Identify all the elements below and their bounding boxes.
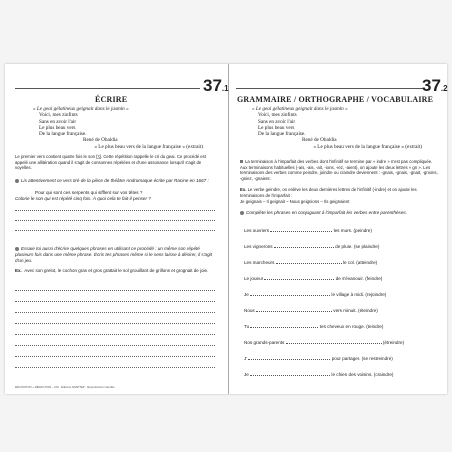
poem-source: « Le plus beau vers de la langue française » (extrait) — [313, 143, 422, 150]
exercise-row: J' pour partager. (se restreindre) — [244, 356, 393, 361]
poem-line: « Le geai gélatineux geignait dans le jasmin » — [252, 106, 348, 112]
lesson-number: 37.2 — [422, 76, 448, 95]
question-1: Lis attentivement ce vers tiré de la pièce de théâtre Andromaque écrite par Racine en 1667 : — [15, 178, 215, 184]
answer-blank[interactable] — [286, 339, 382, 344]
poem-line: Le plus beau vers — [39, 124, 76, 131]
answer-blank[interactable] — [250, 291, 330, 296]
exercise-row: Je le village à midi. (rejoindre) — [244, 292, 387, 297]
answer-line[interactable] — [15, 220, 215, 221]
answer-blank[interactable] — [270, 227, 332, 232]
lesson-number: 37.1 — [203, 76, 229, 95]
poem-line: « Le geai gélatineux geignait dans le jasmin » — [33, 106, 129, 112]
page-gutter — [228, 64, 229, 394]
answer-line[interactable] — [15, 312, 215, 313]
answer-blank[interactable] — [250, 371, 330, 376]
answer-line[interactable] — [15, 345, 215, 346]
answer-blank[interactable] — [250, 323, 318, 328]
bullet-icon — [15, 247, 19, 251]
left-page — [5, 64, 227, 394]
question-1-quote: Pour qui sont ces serpents qui sifflent sur vos têtes ? — [35, 190, 143, 195]
poem-author: René de Obaldia — [302, 137, 337, 144]
header-rule — [236, 88, 424, 89]
poem-line: Le plus beau vers — [258, 124, 295, 131]
right-page — [230, 64, 447, 394]
answer-line[interactable] — [15, 230, 215, 231]
intro-text: Le premier vers contient quatre fois le son [ʒ]. Cette répétition rappelle le cri du geai. Ce procédé est appelé une allitération quand il s'agit de consonnes répétées et d'une assonance lorsqu'il s'agit de voyelles. — [15, 154, 207, 171]
answer-blank[interactable] — [276, 259, 342, 264]
exercise-row: Le joueur de s'évanouir. (feindre) — [244, 276, 383, 281]
answer-line[interactable] — [15, 356, 215, 357]
exercise-row: Je le chien des voisins. (craindre) — [244, 372, 394, 377]
poem-line: Sans en avoir l'air — [258, 118, 296, 125]
answer-blank[interactable] — [248, 355, 330, 360]
poem-author: René de Obaldia — [83, 137, 118, 144]
exercise-row: Les vignerons de pluie. (se plaindre) — [244, 244, 380, 249]
answer-line[interactable] — [15, 210, 215, 211]
poem-line: De la langue française. — [39, 131, 87, 138]
bullet-icon — [15, 179, 19, 183]
example: Ex. Avec son grelot, le cochon gras et gros grattait le sol grouillant de grillons et grognait de joie. — [15, 268, 209, 273]
footer-credit: RÉCITATION + RÉDACTION – CM · Éditions ADAPTEP · Reproduction interdite — [15, 385, 115, 389]
poem-line: Voici, mes zinfints — [39, 112, 78, 119]
bullet-icon — [240, 211, 244, 215]
question-2: Essaie toi aussi d'écrire quelques phrases en utilisant ce procédé : un même son répété plusieurs fois dans une même phrase. Écris tes phrases même si le sens laisse à désirer, il s'agit d'un jeu. — [15, 246, 212, 263]
answer-line[interactable] — [15, 334, 215, 335]
example: Ex. Le verbe geindre, on enlève les deux dernières lettres de l'infinitif (-indre) et on ajoute les terminaisons de l'imparfait : — [240, 187, 417, 198]
exercise-row: Tu tes cheveux en rouge. (teindre) — [244, 324, 384, 329]
poem — [33, 106, 203, 150]
workbook-spread — [5, 64, 447, 394]
exercise-row: Nous vers minuit. (éteindre) — [244, 308, 378, 313]
answer-blank[interactable] — [274, 243, 334, 248]
poem-source: « Le plus beau vers de la langue française » (extrait) — [94, 143, 203, 150]
exercise-row: Les ouvriers les murs. (peindre) — [244, 228, 372, 233]
answer-line[interactable] — [15, 301, 215, 302]
answer-line[interactable] — [15, 367, 215, 368]
answer-blank[interactable] — [264, 275, 334, 280]
rule-text: La terminaison à l'imparfait des verbes dont l'infinitif se termine par « indre » n'est pas compliquée. Aux terminaisons habituelles (-ais, -ais, -ait, -ions, -iez, -aient), on ajoute les deux lettres « gn ». Les terminaisons des verbes comme peindre, joindre ou craindre deviennent : -gnais, -gnais, -gnait, -gnions, -gniez, -gnaient. — [240, 159, 438, 181]
poem — [252, 106, 422, 150]
header-rule — [15, 88, 200, 89]
page-title: ÉCRIRE — [95, 95, 128, 104]
square-bullet-icon — [240, 160, 243, 163]
example-conjugation: Je geignais – Il geignait – Nous geignions – Ils geignaient — [240, 199, 350, 204]
exercise-row: Nos grands-parents (étreindre) — [244, 340, 405, 345]
answer-line[interactable] — [15, 290, 215, 291]
answer-blank[interactable] — [256, 307, 332, 312]
question-1-task: Colorie le son qui est répété cinq fois. À quoi cela te fait-il penser ? — [15, 196, 151, 201]
poem-line: De la langue française. — [258, 131, 306, 138]
poem-line: Voici, mes zinfints — [258, 112, 297, 119]
poem-line: Sans en avoir l'air — [39, 118, 77, 125]
answer-line[interactable] — [15, 323, 215, 324]
page-title: GRAMMAIRE / ORTHOGRAPHE / VOCABULAIRE — [237, 95, 434, 104]
task: Complète les phrases en conjuguant à l'imparfait les verbes entre parenthèses. — [240, 210, 445, 216]
exercise-row: Les marcheurs le col. (atteindre) — [244, 260, 378, 265]
